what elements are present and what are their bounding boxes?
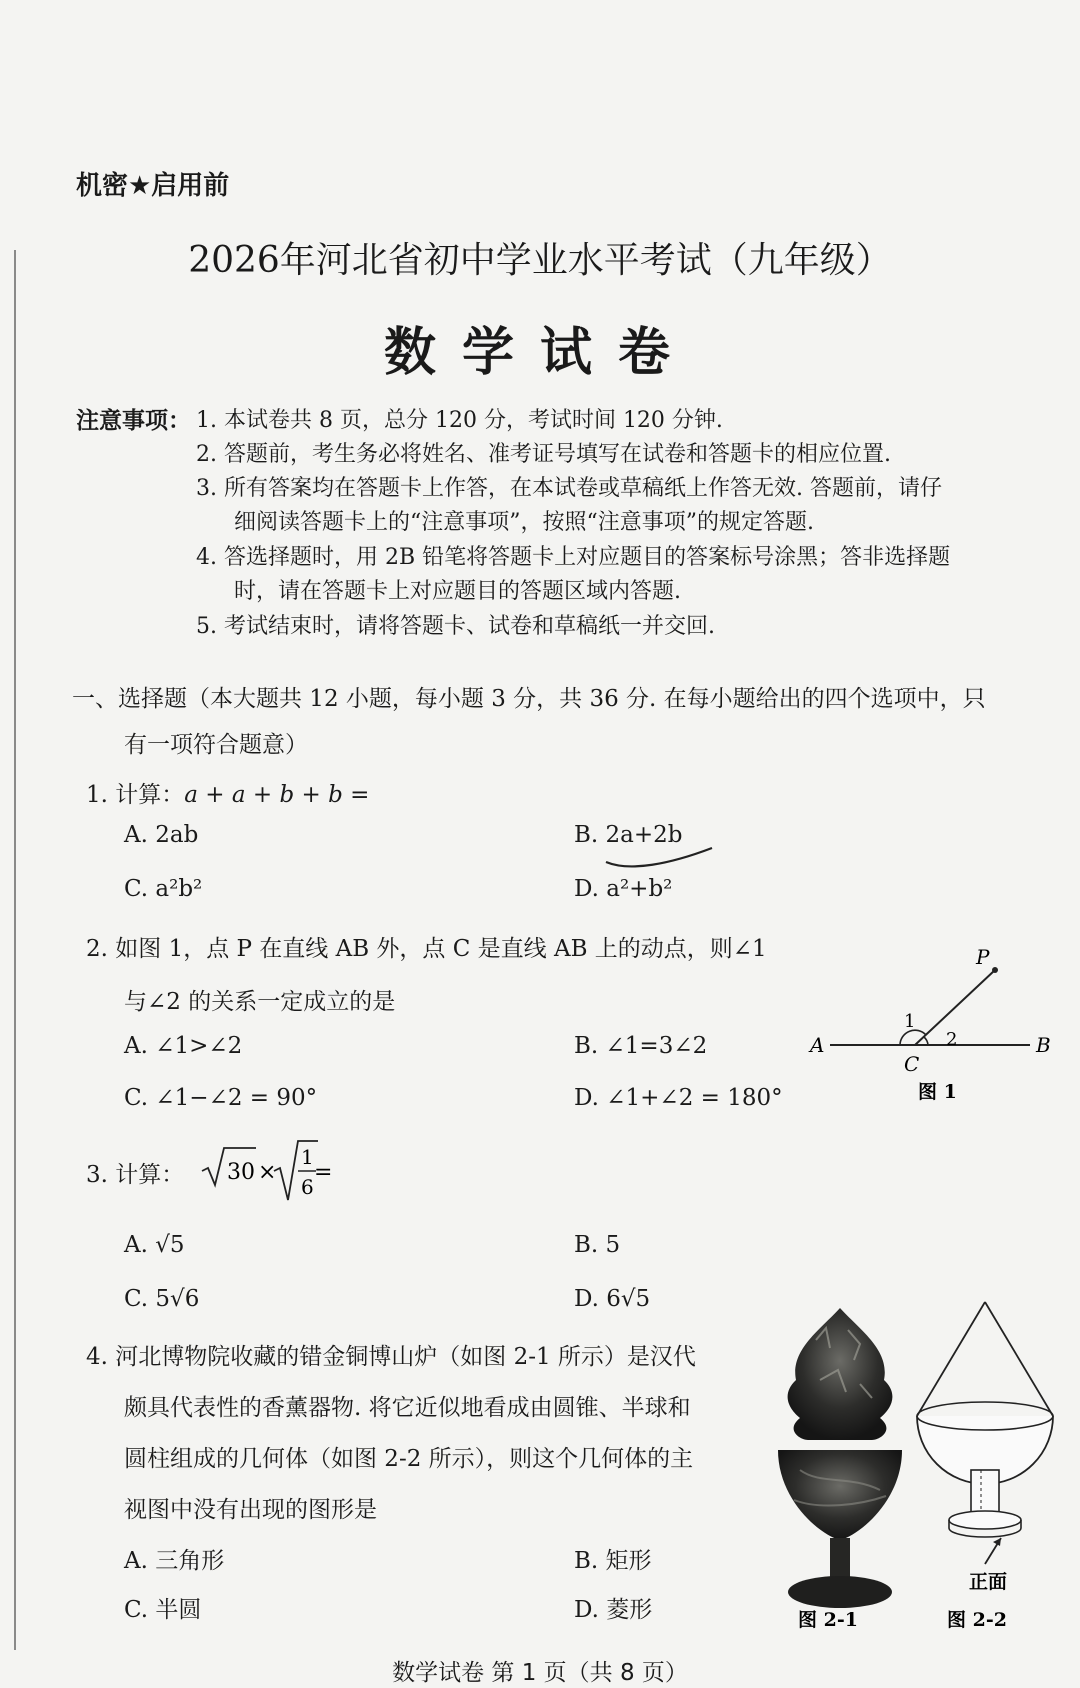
option-b: B. 5 [574, 1232, 621, 1258]
option-d: D. 菱形 [574, 1597, 653, 1623]
option-a: A. ∠1>∠2 [124, 1033, 243, 1059]
label-angle-1: 1 [904, 1011, 916, 1032]
page-footer: 数学试卷 第 1 页（共 8 页） [392, 1660, 688, 1686]
sqrt-inner: 30 [227, 1160, 255, 1185]
fraction-denominator: 6 [301, 1175, 314, 1199]
label-p: P [976, 945, 990, 969]
label-c: C [904, 1052, 920, 1076]
note-item: 1. 本试卷共 8 页，总分 120 分，考试时间 120 分钟. [196, 408, 723, 433]
front-view-label: 正面 [969, 1571, 1008, 1593]
question-expression: a + a + b + b = [184, 782, 370, 808]
times-sign: × [258, 1160, 277, 1185]
figure-2-2-caption: 图 2-2 [947, 1609, 1007, 1631]
option-b: B. ∠1=3∠2 [574, 1033, 708, 1059]
label-b: B [1036, 1033, 1051, 1057]
confidential-mark: 机密★启用前 [76, 171, 230, 201]
option-b: B. 矩形 [574, 1548, 652, 1574]
point-p [992, 967, 998, 973]
binding-line [14, 250, 16, 1650]
angle-2-arc [924, 1037, 928, 1045]
label-a: A [810, 1033, 825, 1057]
option-d: D. a²+b² [574, 876, 673, 902]
option-a: A. 三角形 [124, 1548, 225, 1574]
option-c: C. 5√6 [124, 1286, 200, 1312]
subject-title: 数学试卷 [383, 323, 696, 383]
label-angle-2: 2 [946, 1029, 958, 1050]
question-1 [86, 776, 369, 809]
option-a: A. 2ab [124, 822, 199, 848]
figure-1-caption: 图 1 [918, 1081, 957, 1103]
question-2-line1: 2. 如图 1，点 P 在直线 AB 外，点 C 是直线 AB 上的动点，则∠1 [86, 936, 767, 962]
option-c: C. a²b² [124, 876, 203, 902]
question-4-line2: 颇具代表性的香薰器物. 将它近似地看成由圆锥、半球和 [124, 1395, 691, 1421]
note-item: 5. 考试结束时，请将答题卡、试卷和草稿纸一并交回. [196, 614, 715, 639]
option-a: A. √5 [124, 1232, 185, 1258]
option-c: C. 半圆 [124, 1597, 202, 1623]
section-heading: 一、选择题（本大题共 12 小题，每小题 3 分，共 36 分. 在每小题给出的四个选项中，只 [72, 686, 986, 712]
question-4-line3: 圆柱组成的几何体（如图 2-2 所示），则这个几何体的主 [124, 1446, 694, 1472]
figure-2-1-caption: 图 2-1 [798, 1609, 858, 1631]
question-2-line2: 与∠2 的关系一定成立的是 [124, 989, 396, 1015]
note-item: 3. 所有答案均在答题卡上作答，在本试卷或草稿纸上作答无效. 答题前，请仔 [196, 476, 942, 501]
option-c: C. ∠1−∠2 = 90° [124, 1085, 318, 1111]
option-d: D. ∠1+∠2 = 180° [574, 1085, 783, 1111]
figure-1-diagram [800, 945, 1060, 1105]
option-b: B. 2a+2b [574, 822, 683, 848]
note-item: 细阅读答题卡上的“注意事项”，按照“注意事项”的规定答题. [234, 510, 814, 535]
equals-sign: = [314, 1160, 333, 1185]
question-stem: 3. 计算： [86, 1162, 185, 1188]
note-item: 2. 答题前，考生务必将姓名、准考证号填写在试卷和答题卡的相应位置. [196, 442, 891, 467]
figure-2-2-diagram [905, 1298, 1065, 1632]
question-4-line1: 4. 河北博物院收藏的错金铜博山炉（如图 2-1 所示）是汉代 [86, 1344, 696, 1370]
exam-title: 2026年河北省初中学业水平考试（九年级） [188, 240, 892, 281]
question-4-line4: 视图中没有出现的图形是 [124, 1497, 377, 1523]
fraction-numerator: 1 [301, 1145, 314, 1169]
section-heading-cont: 有一项符合题意） [124, 732, 308, 758]
option-d: D. 6√5 [574, 1286, 651, 1312]
figure-2-1-censer-image [760, 1300, 920, 1630]
handwritten-underline [600, 842, 720, 872]
question-3 [86, 1156, 184, 1189]
question-stem: 1. 计算： [86, 782, 185, 808]
note-item: 4. 答选择题时，用 2B 铅笔将答题卡上对应题目的答案标号涂黑；答非选择题 [196, 545, 951, 570]
q3-expression [198, 1138, 333, 1204]
note-item: 时，请在答题卡上对应题目的答题区域内答题. [234, 579, 681, 604]
notes-label: 注意事项： [76, 408, 191, 434]
